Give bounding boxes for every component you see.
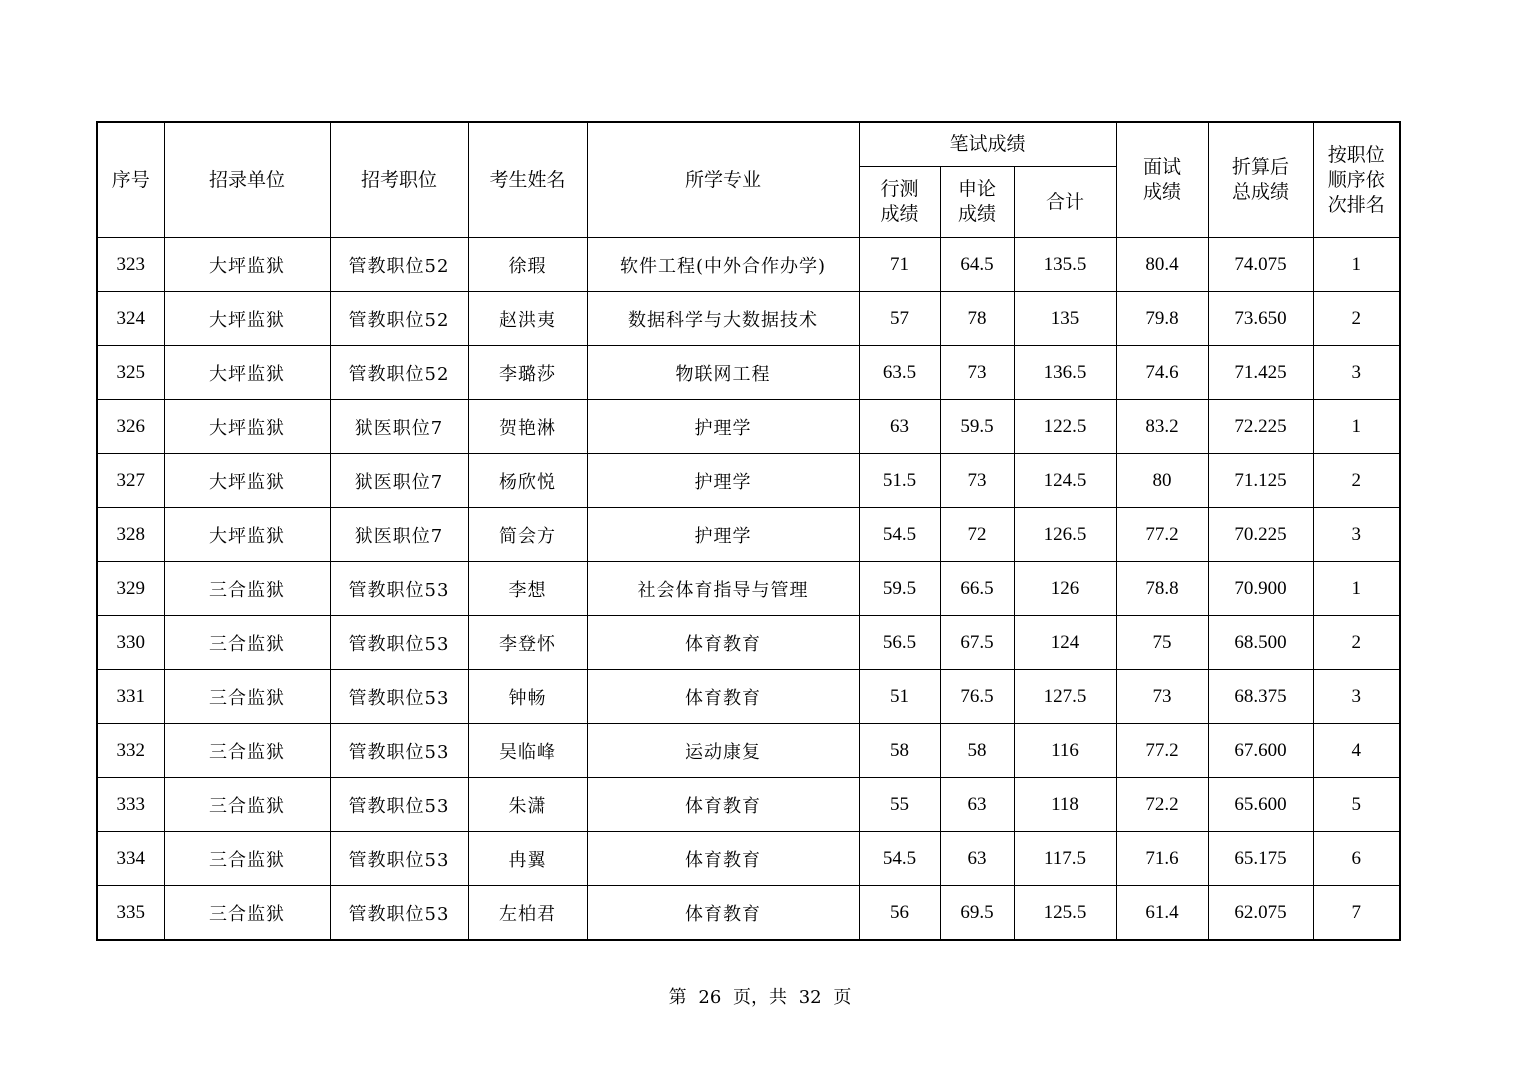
cell-unit: 三合监狱 [164, 778, 330, 832]
cell-rank: 4 [1313, 724, 1400, 778]
cell-major: 体育教育 [587, 886, 859, 941]
cell-converted: 70.225 [1208, 508, 1313, 562]
cell-unit: 大坪监狱 [164, 454, 330, 508]
cell-rank: 1 [1313, 562, 1400, 616]
cell-interview: 80 [1116, 454, 1208, 508]
cell-xingce: 54.5 [859, 832, 940, 886]
cell-seq: 323 [97, 238, 164, 292]
header-name: 考生姓名 [468, 122, 587, 238]
cell-converted: 71.425 [1208, 346, 1313, 400]
cell-xingce: 54.5 [859, 508, 940, 562]
cell-shenlun: 63 [940, 778, 1014, 832]
cell-unit: 大坪监狱 [164, 238, 330, 292]
cell-xingce: 51.5 [859, 454, 940, 508]
cell-rank: 3 [1313, 346, 1400, 400]
cell-interview: 75 [1116, 616, 1208, 670]
table-row [97, 886, 1400, 941]
cell-position: 管教职位53 [330, 832, 468, 886]
cell-rank: 1 [1313, 238, 1400, 292]
cell-shenlun: 72 [940, 508, 1014, 562]
table-row [97, 724, 1400, 778]
header-shenlun: 申论 成绩 [940, 167, 1014, 238]
cell-major: 物联网工程 [587, 346, 859, 400]
cell-seq: 332 [97, 724, 164, 778]
cell-shenlun: 66.5 [940, 562, 1014, 616]
cell-major: 软件工程(中外合作办学) [587, 238, 859, 292]
cell-seq: 325 [97, 346, 164, 400]
cell-major: 体育教育 [587, 670, 859, 724]
cell-position: 管教职位53 [330, 778, 468, 832]
cell-position: 管教职位52 [330, 292, 468, 346]
cell-total: 127.5 [1014, 670, 1116, 724]
cell-converted: 72.225 [1208, 400, 1313, 454]
cell-major: 体育教育 [587, 832, 859, 886]
cell-unit: 三合监狱 [164, 886, 330, 941]
cell-name: 李登怀 [468, 616, 587, 670]
cell-seq: 334 [97, 832, 164, 886]
header-interview: 面试 成绩 [1116, 122, 1208, 238]
cell-unit: 大坪监狱 [164, 400, 330, 454]
cell-shenlun: 64.5 [940, 238, 1014, 292]
cell-total: 126.5 [1014, 508, 1116, 562]
cell-xingce: 56 [859, 886, 940, 941]
cell-major: 运动康复 [587, 724, 859, 778]
cell-total: 118 [1014, 778, 1116, 832]
cell-seq: 331 [97, 670, 164, 724]
table-body [97, 238, 1400, 941]
cell-total: 125.5 [1014, 886, 1116, 941]
cell-total: 126 [1014, 562, 1116, 616]
cell-major: 社会体育指导与管理 [587, 562, 859, 616]
table-row [97, 508, 1400, 562]
cell-shenlun: 73 [940, 346, 1014, 400]
cell-converted: 74.075 [1208, 238, 1313, 292]
cell-unit: 大坪监狱 [164, 508, 330, 562]
cell-xingce: 59.5 [859, 562, 940, 616]
cell-name: 左柏君 [468, 886, 587, 941]
cell-rank: 1 [1313, 400, 1400, 454]
cell-total: 124 [1014, 616, 1116, 670]
cell-shenlun: 78 [940, 292, 1014, 346]
table-row [97, 562, 1400, 616]
cell-rank: 3 [1313, 508, 1400, 562]
cell-unit: 三合监狱 [164, 724, 330, 778]
cell-position: 管教职位52 [330, 346, 468, 400]
table-row [97, 778, 1400, 832]
table-row [97, 454, 1400, 508]
cell-rank: 2 [1313, 616, 1400, 670]
cell-unit: 大坪监狱 [164, 346, 330, 400]
cell-major: 体育教育 [587, 778, 859, 832]
cell-converted: 73.650 [1208, 292, 1313, 346]
cell-seq: 326 [97, 400, 164, 454]
cell-name: 钟畅 [468, 670, 587, 724]
table-row [97, 400, 1400, 454]
cell-position: 狱医职位7 [330, 454, 468, 508]
cell-interview: 79.8 [1116, 292, 1208, 346]
cell-shenlun: 73 [940, 454, 1014, 508]
cell-interview: 77.2 [1116, 508, 1208, 562]
cell-xingce: 51 [859, 670, 940, 724]
cell-seq: 328 [97, 508, 164, 562]
cell-shenlun: 63 [940, 832, 1014, 886]
cell-interview: 77.2 [1116, 724, 1208, 778]
cell-total: 124.5 [1014, 454, 1116, 508]
cell-seq: 330 [97, 616, 164, 670]
table-row [97, 670, 1400, 724]
cell-total: 135 [1014, 292, 1116, 346]
cell-shenlun: 76.5 [940, 670, 1014, 724]
cell-position: 狱医职位7 [330, 508, 468, 562]
header-unit: 招录单位 [164, 122, 330, 238]
cell-major: 数据科学与大数据技术 [587, 292, 859, 346]
cell-rank: 3 [1313, 670, 1400, 724]
cell-name: 简会方 [468, 508, 587, 562]
cell-seq: 335 [97, 886, 164, 941]
cell-unit: 三合监狱 [164, 616, 330, 670]
header-xingce: 行测 成绩 [859, 167, 940, 238]
cell-shenlun: 58 [940, 724, 1014, 778]
cell-converted: 71.125 [1208, 454, 1313, 508]
cell-converted: 62.075 [1208, 886, 1313, 941]
cell-unit: 三合监狱 [164, 562, 330, 616]
cell-name: 冉翼 [468, 832, 587, 886]
cell-interview: 71.6 [1116, 832, 1208, 886]
cell-shenlun: 59.5 [940, 400, 1014, 454]
header-rank: 按职位 顺序依 次排名 [1313, 122, 1400, 238]
cell-name: 徐瑕 [468, 238, 587, 292]
header-written: 笔试成绩 [859, 122, 1116, 167]
cell-major: 护理学 [587, 400, 859, 454]
cell-major: 护理学 [587, 454, 859, 508]
cell-unit: 三合监狱 [164, 670, 330, 724]
cell-name: 赵洪夷 [468, 292, 587, 346]
cell-seq: 329 [97, 562, 164, 616]
cell-total: 117.5 [1014, 832, 1116, 886]
cell-interview: 83.2 [1116, 400, 1208, 454]
cell-rank: 2 [1313, 454, 1400, 508]
cell-xingce: 56.5 [859, 616, 940, 670]
cell-interview: 74.6 [1116, 346, 1208, 400]
table-row [97, 616, 1400, 670]
table-row [97, 832, 1400, 886]
header-major: 所学专业 [587, 122, 859, 238]
cell-rank: 7 [1313, 886, 1400, 941]
header-converted: 折算后 总成绩 [1208, 122, 1313, 238]
cell-converted: 65.600 [1208, 778, 1313, 832]
header-seq: 序号 [97, 122, 164, 238]
cell-rank: 2 [1313, 292, 1400, 346]
cell-xingce: 55 [859, 778, 940, 832]
cell-shenlun: 69.5 [940, 886, 1014, 941]
cell-total: 122.5 [1014, 400, 1116, 454]
cell-interview: 80.4 [1116, 238, 1208, 292]
cell-xingce: 57 [859, 292, 940, 346]
cell-name: 李璐莎 [468, 346, 587, 400]
cell-converted: 68.375 [1208, 670, 1313, 724]
cell-xingce: 71 [859, 238, 940, 292]
cell-position: 管教职位53 [330, 670, 468, 724]
cell-major: 护理学 [587, 508, 859, 562]
header-total: 合计 [1014, 167, 1116, 238]
table-row [97, 238, 1400, 292]
score-table [96, 121, 1401, 941]
cell-major: 体育教育 [587, 616, 859, 670]
cell-name: 贺艳淋 [468, 400, 587, 454]
cell-converted: 67.600 [1208, 724, 1313, 778]
cell-interview: 61.4 [1116, 886, 1208, 941]
table-row [97, 292, 1400, 346]
page-footer: 第 26 页，共 32 页 [668, 987, 852, 1008]
cell-name: 朱潇 [468, 778, 587, 832]
cell-name: 杨欣悦 [468, 454, 587, 508]
cell-unit: 大坪监狱 [164, 292, 330, 346]
cell-position: 管教职位53 [330, 886, 468, 941]
cell-xingce: 63.5 [859, 346, 940, 400]
table-row [97, 346, 1400, 400]
cell-position: 狱医职位7 [330, 400, 468, 454]
header-position: 招考职位 [330, 122, 468, 238]
cell-position: 管教职位53 [330, 562, 468, 616]
cell-seq: 324 [97, 292, 164, 346]
cell-converted: 68.500 [1208, 616, 1313, 670]
cell-rank: 6 [1313, 832, 1400, 886]
cell-total: 135.5 [1014, 238, 1116, 292]
cell-seq: 333 [97, 778, 164, 832]
cell-interview: 72.2 [1116, 778, 1208, 832]
cell-interview: 78.8 [1116, 562, 1208, 616]
cell-interview: 73 [1116, 670, 1208, 724]
cell-converted: 65.175 [1208, 832, 1313, 886]
cell-seq: 327 [97, 454, 164, 508]
cell-position: 管教职位53 [330, 724, 468, 778]
cell-xingce: 63 [859, 400, 940, 454]
cell-unit: 三合监狱 [164, 832, 330, 886]
cell-converted: 70.900 [1208, 562, 1313, 616]
cell-xingce: 58 [859, 724, 940, 778]
cell-total: 116 [1014, 724, 1116, 778]
cell-total: 136.5 [1014, 346, 1116, 400]
cell-shenlun: 67.5 [940, 616, 1014, 670]
cell-rank: 5 [1313, 778, 1400, 832]
cell-name: 李想 [468, 562, 587, 616]
cell-position: 管教职位52 [330, 238, 468, 292]
cell-position: 管教职位53 [330, 616, 468, 670]
cell-name: 吴临峰 [468, 724, 587, 778]
